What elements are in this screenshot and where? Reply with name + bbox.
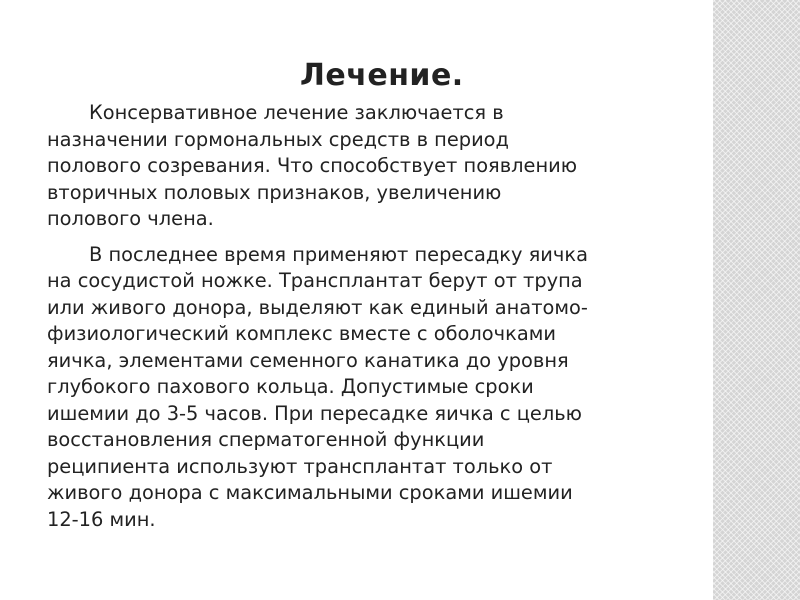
text-line: на сосудистой ножке. Трансплантат берут от трупа <box>47 269 583 292</box>
text-line: полового созревания. Что способствует появлению <box>47 154 578 177</box>
decorative-side-band <box>713 0 800 600</box>
text-line: яичка, элементами семенного канатика до уровня <box>47 348 569 372</box>
text-line: вторичных половых признаков, увеличению <box>47 180 502 204</box>
paragraph-conservative-treatment <box>47 100 709 233</box>
slide-body <box>47 100 709 542</box>
text-line: 12-16 мин. <box>47 507 156 531</box>
text-line: реципиента используют трансплантат только от <box>47 454 553 478</box>
text-line: полового члена. <box>47 207 214 230</box>
text-line: восстановления сперматогенной функции <box>47 428 485 451</box>
paragraph-transplantation <box>47 242 709 534</box>
text-line: физиологический комплекс вместе с оболочками <box>47 322 556 345</box>
text-line: глубокого пахового кольца. Допустимые сроки <box>47 375 534 398</box>
text-line: или живого донора, выделяют как единый анатомо- <box>47 295 588 319</box>
text-line: назначении гормональных средств в период <box>47 127 509 151</box>
text-line: ишемии до 3-5 часов. При пересадке яичка с целью <box>47 401 582 425</box>
text-line: живого донора с максимальными сроками ишемии <box>47 481 573 504</box>
text-line: В последнее время применяют пересадку яичка <box>89 242 588 266</box>
text-line: Консервативное лечение заключается в <box>89 101 504 124</box>
slide-title: Лечение. <box>300 58 464 93</box>
